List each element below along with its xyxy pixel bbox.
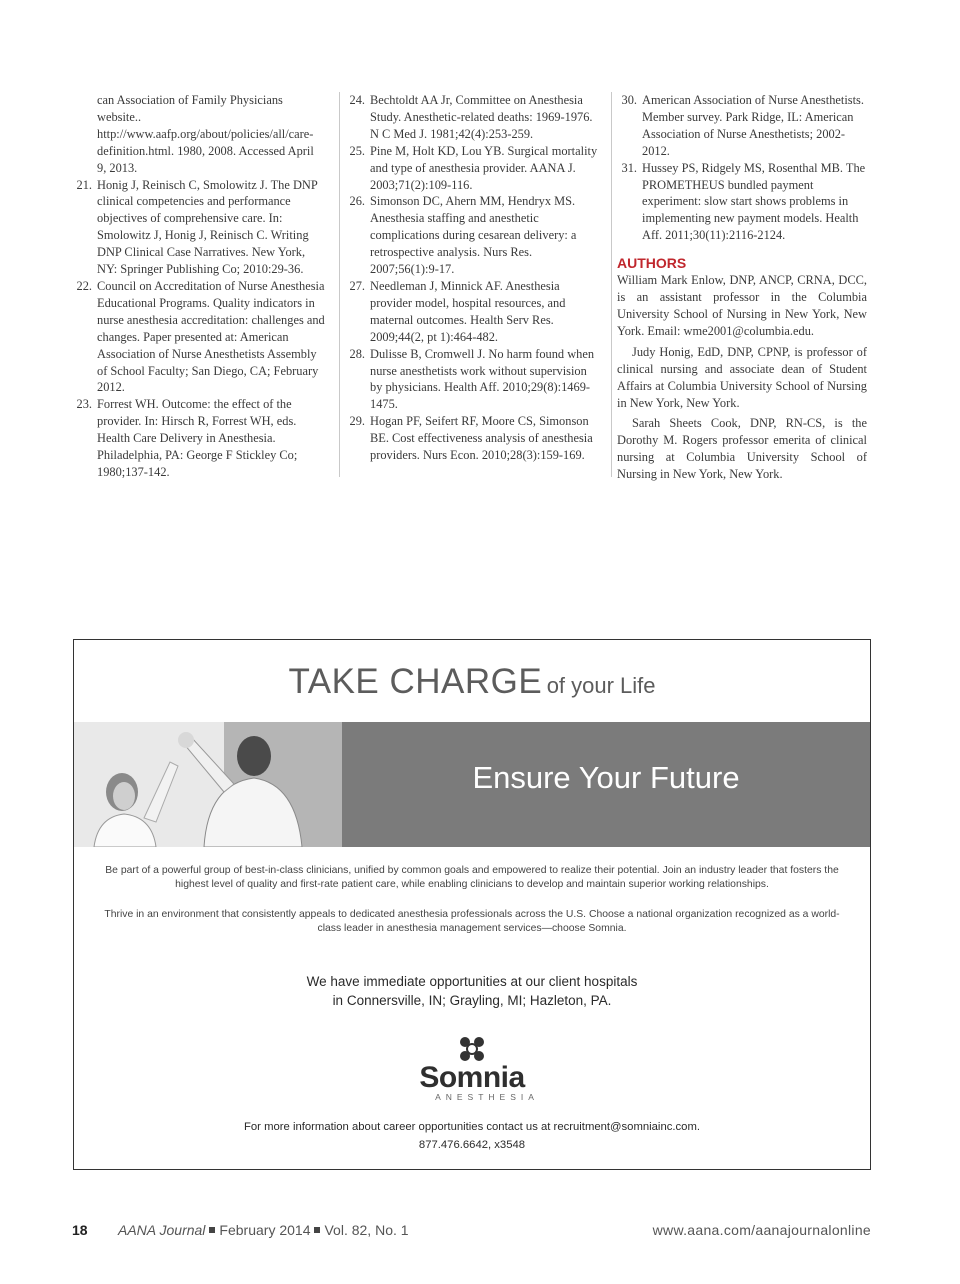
reference-item	[345, 413, 599, 464]
ad-opportunities-line: We have immediate opportunities at our client hospitals	[306, 974, 638, 989]
author-bio: William Mark Enlow, DNP, ANCP, CRNA, DCC, is an assistant professor in the Columbia University School of Nursing in New York, New York. Email: wme2001@columbia.edu.	[617, 273, 867, 338]
ad-paragraph: Be part of a powerful group of best-in-class clinicians, unified by common goals and empowered to realize their potential. Join an industry leader that fosters the highest level of quality and first-rate patient care, while enabling clinicians to develop and maintain superior working relationships.	[105, 865, 839, 890]
ad-paragraph: Thrive in an environment that consistently appeals to dedicated anesthesia professionals across the U.S. Choose a national organization recognized as a world-class leader in anesthesia management services—choose Somnia.	[104, 909, 840, 934]
ad-banner	[74, 722, 870, 847]
reference-text: Bechtoldt AA Jr, Committee on Anesthesia Study. Anesthetic-related deaths: 1969-1976. N C Med J. 1981;42(4):253-259.	[370, 93, 593, 141]
reference-item	[72, 92, 326, 177]
ad-tagline: Ensure Your Future	[472, 760, 740, 795]
reference-text: Forrest WH. Outcome: the effect of the provider. In: Hirsch R, Forrest WH, eds. Health Care Delivery in Anesthesia. Philadelphia, PA: George F Stickley Co; 1980;137-142.	[97, 397, 298, 479]
reference-text: can Association of Family Physicians website.. http://www.aafp.org/about/policies/all/care-definition.html. 1980, 2008. Accessed April 9, 2013.	[97, 93, 314, 175]
reference-item	[345, 193, 599, 278]
author-bio: Judy Honig, EdD, DNP, CPNP, is professor of clinical nursing and associate dean of Student Affairs at Columbia University School of Nursing in New York, New York.	[617, 344, 867, 410]
journal-name: AANA Journal	[118, 1222, 206, 1238]
page-number: 18	[72, 1222, 88, 1238]
reference-text: Hussey PS, Ridgely MS, Rosenthal MB. The PROMETHEUS bundled payment experiment: slow start shows problems in implementing new payment models. Health Aff. 2011;30(11):2116-2124.	[642, 160, 866, 243]
ad-contact	[74, 1118, 870, 1154]
issue-date: February 2014	[219, 1222, 311, 1238]
reference-number: 22.	[76, 278, 92, 293]
ad-headline	[74, 662, 870, 702]
reference-number: 26.	[349, 194, 365, 209]
square-bullet-icon	[209, 1227, 215, 1233]
references-column-3	[617, 92, 875, 483]
reference-item	[345, 143, 599, 194]
reference-item	[345, 92, 599, 143]
reference-number: 29.	[349, 414, 365, 429]
reference-item	[72, 177, 326, 278]
ad-headline-main: TAKE CHARGE	[288, 662, 543, 701]
reference-text: American Association of Nurse Anesthetists. Member survey. Park Ridge, IL: American Association of Nurse Anesthetists; 2002-2012.	[642, 93, 864, 158]
reference-number: 31.	[621, 160, 637, 175]
square-bullet-icon	[314, 1227, 320, 1233]
reference-item	[345, 278, 599, 346]
ad-headline-sub: of your Life	[546, 673, 656, 698]
reference-number: 24.	[349, 93, 365, 107]
reference-number: 30.	[621, 93, 637, 107]
references-column-2	[345, 92, 607, 464]
reference-text: Pine M, Holt KD, Lou YB. Surgical mortality and type of anesthesia provider. AANA J. 2003;71(2):109-116.	[370, 143, 598, 192]
journal-url-link[interactable]: www.aana.com/aanajournalonline	[652, 1222, 871, 1238]
somnia-logo	[74, 1034, 870, 1102]
reference-text: Needleman J, Minnick AF. Anesthesia provider model, hospital resources, and maternal outcomes. Health Serv Res. 2009;44(2, pt 1):464-482.	[370, 278, 566, 344]
reference-item	[617, 92, 867, 160]
reference-number: 23.	[76, 397, 92, 412]
ad-contact-phone: 877.476.6642, x3548	[418, 1139, 526, 1151]
volume-info: Vol. 82, No. 1	[324, 1222, 409, 1238]
reference-item	[72, 396, 326, 481]
reference-text: Council on Accreditation of Nurse Anesthesia Educational Programs. Quality indicators in nurse anesthesia accreditation: challenges and changes. Paper presented at: American Association of Nurse Anesthetists Assembly of School Faculty; San Diego, CA; February 2012.	[97, 278, 325, 395]
reference-number: 25.	[349, 143, 365, 158]
logo-subtitle: ANESTHESIA	[435, 1092, 539, 1102]
reference-item	[617, 160, 867, 245]
reference-item	[345, 346, 599, 414]
footer-citation	[118, 1222, 409, 1238]
clinicians-high-five-photo	[74, 722, 342, 847]
reference-number: 27.	[349, 278, 365, 293]
ad-opportunities-line: in Connersville, IN; Grayling, MI; Hazleton, PA.	[332, 993, 612, 1008]
somnia-logo-mark-icon	[457, 1034, 487, 1064]
column-divider	[611, 92, 612, 477]
reference-text: Honig J, Reinisch C, Smolowitz J. The DNP clinical competencies and performance objectives of comprehensive care. In: Smolowitz J, Honig J, Reinisch C. Writing DNP Clinical Case Narratives. New York, NY: Springer Publishing Co; 2010:29-36.	[97, 177, 318, 277]
authors-heading: AUTHORS	[617, 255, 687, 272]
reference-number: 28.	[349, 346, 365, 361]
page-footer	[72, 1222, 871, 1242]
logo-name: Somnia	[419, 1061, 525, 1094]
column-divider	[339, 92, 340, 477]
reference-item	[72, 278, 326, 396]
reference-text: Hogan PF, Seifert RF, Moore CS, Simonson BE. Cost effectiveness analysis of anesthesia providers. Nurs Econ. 2010;28(3):159-169.	[370, 414, 593, 463]
ad-opportunities	[74, 972, 870, 1010]
reference-text: Dulisse B, Cromwell J. No harm found when nurse anesthetists work without supervision by physicians. Health Aff. 2010;29(8):1469-1475.	[370, 346, 595, 412]
author-bio: Sarah Sheets Cook, DNP, RN-CS, is the Dorothy M. Rogers professor emerita of clinical nursing at Columbia University School of Nursing in New York, New York.	[617, 416, 867, 482]
references-column-1	[72, 92, 334, 481]
ad-contact-line: For more information about career opportunities contact us at recruitment@somniainc.com.	[243, 1121, 700, 1133]
reference-number: 21.	[76, 177, 92, 192]
somnia-advertisement	[73, 639, 871, 1170]
reference-text: Simonson DC, Ahern MM, Hendryx MS. Anesthesia staffing and anesthetic complications during cesarean delivery: a retrospective analysis. Nurs Res. 2007;56(1):9-17.	[370, 194, 577, 277]
